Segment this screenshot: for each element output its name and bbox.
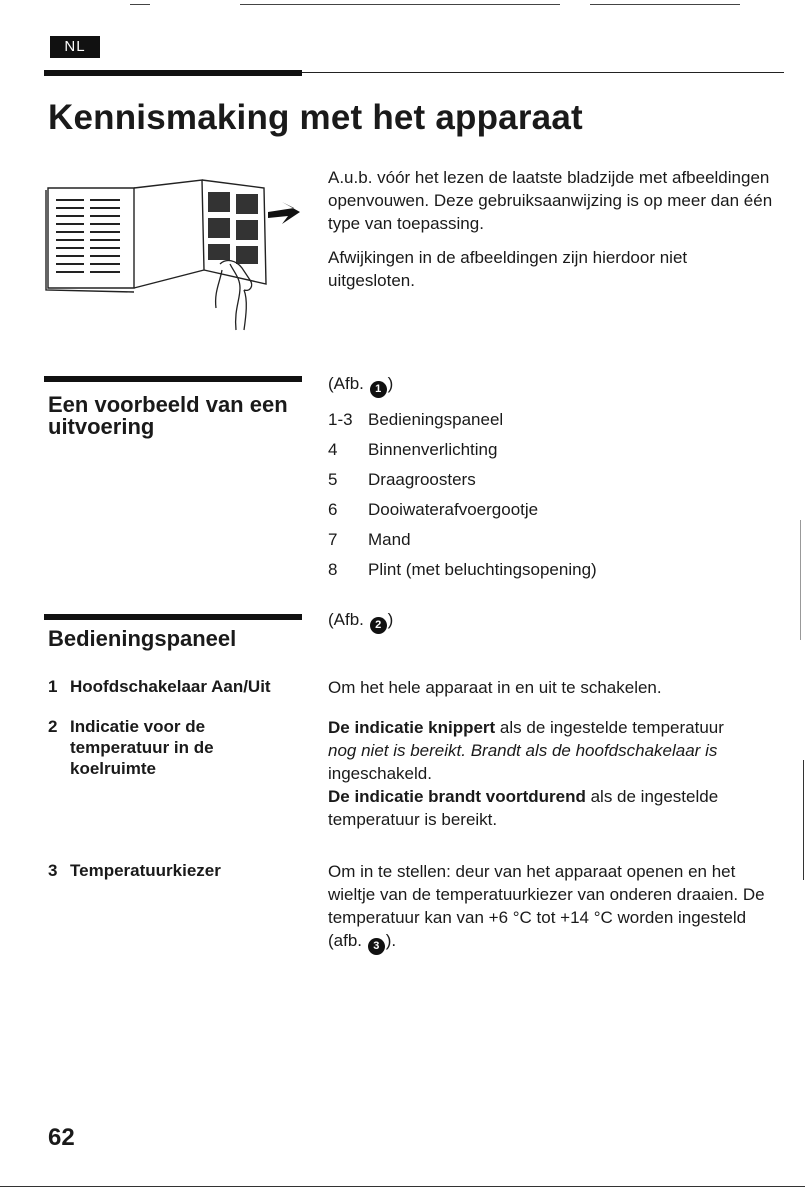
section-heading-example: Een voorbeeld van een uitvoering — [48, 392, 288, 439]
component-list — [328, 404, 748, 584]
control-description: De indicatie knippert als de ingestelde temperatuur nog niet is bereikt. Brandt als de hoofdschakelaar is ingeschakeld. De indicatie brandt voortdurend als de ingestelde temperatuur is bereikt. — [328, 718, 724, 829]
list-item — [328, 554, 748, 584]
item-label: Dooiwaterafvoergootje — [368, 499, 539, 519]
scan-artifact-line — [803, 760, 804, 880]
section-rule — [44, 376, 302, 382]
control-label-main-switch: 1 Hoofdschakelaar Aan/Uit — [48, 677, 271, 696]
figure-number-badge: 2 — [370, 617, 387, 634]
list-item — [328, 524, 748, 554]
scan-artifact-line — [590, 4, 740, 5]
list-item — [328, 494, 748, 524]
figure-number-badge: 1 — [370, 381, 387, 398]
list-item — [328, 464, 748, 494]
item-number: 5 — [328, 469, 338, 489]
control-label-temperature-selector: 3 Temperatuurkiezer — [48, 861, 221, 880]
item-label: Mand — [368, 529, 411, 549]
intro-paragraph: A.u.b. vóór het lezen de laatste bladzijde met afbeeldingen openvouwen. Deze gebruiksaanwijzing is op meer dan één type van toepassing. — [328, 168, 773, 233]
list-item — [328, 404, 748, 434]
control-description: Om in te stellen: deur van het apparaat openen en het wieltje van de temperatuurkiezer van onderen draaien. De temperatuur kan van +6 °C tot +14 °C worden ingesteld (afb. 3 ). — [328, 860, 783, 955]
page-number: 62 — [48, 1124, 75, 1151]
item-label: Binnenverlichting — [368, 439, 498, 459]
section-heading-control-panel: Bedieningspaneel — [48, 626, 237, 651]
header-rule-thin — [302, 72, 784, 73]
figure-number-badge: 3 — [368, 938, 385, 955]
scan-artifact-line — [800, 520, 801, 640]
booklet-hand-icon — [44, 160, 302, 332]
control-label-temperature-indicator: 2 Indicatie voor de temperatuur in de koelruimte — [48, 717, 214, 778]
header-rule-thick — [44, 70, 302, 76]
control-description: Om het hele apparaat in en uit te schakelen. — [328, 678, 662, 697]
intro-paragraph: Afwijkingen in de afbeeldingen zijn hierdoor niet uitgesloten. — [328, 248, 688, 290]
foldout-illustration — [44, 160, 302, 332]
section-rule — [44, 614, 302, 620]
item-number: 4 — [328, 439, 338, 459]
item-number: 7 — [328, 529, 338, 549]
language-badge: NL — [50, 36, 100, 58]
scan-artifact-line — [130, 4, 150, 5]
intro-text — [328, 166, 778, 303]
list-item — [328, 434, 748, 464]
item-number: 1-3 — [328, 409, 353, 429]
figure-reference: (Afb. 2 ) — [328, 608, 393, 634]
item-number: 6 — [328, 499, 338, 519]
figure-reference: (Afb. 1 ) — [328, 372, 393, 398]
item-number: 8 — [328, 559, 338, 579]
scan-artifact-line — [0, 1186, 805, 1187]
item-label: Draagroosters — [368, 469, 476, 489]
page-title: Kennismaking met het apparaat — [48, 98, 583, 137]
item-label: Plint (met beluchtingsopening) — [368, 559, 597, 579]
scan-artifact-line — [240, 4, 560, 5]
item-label: Bedieningspaneel — [368, 409, 504, 429]
